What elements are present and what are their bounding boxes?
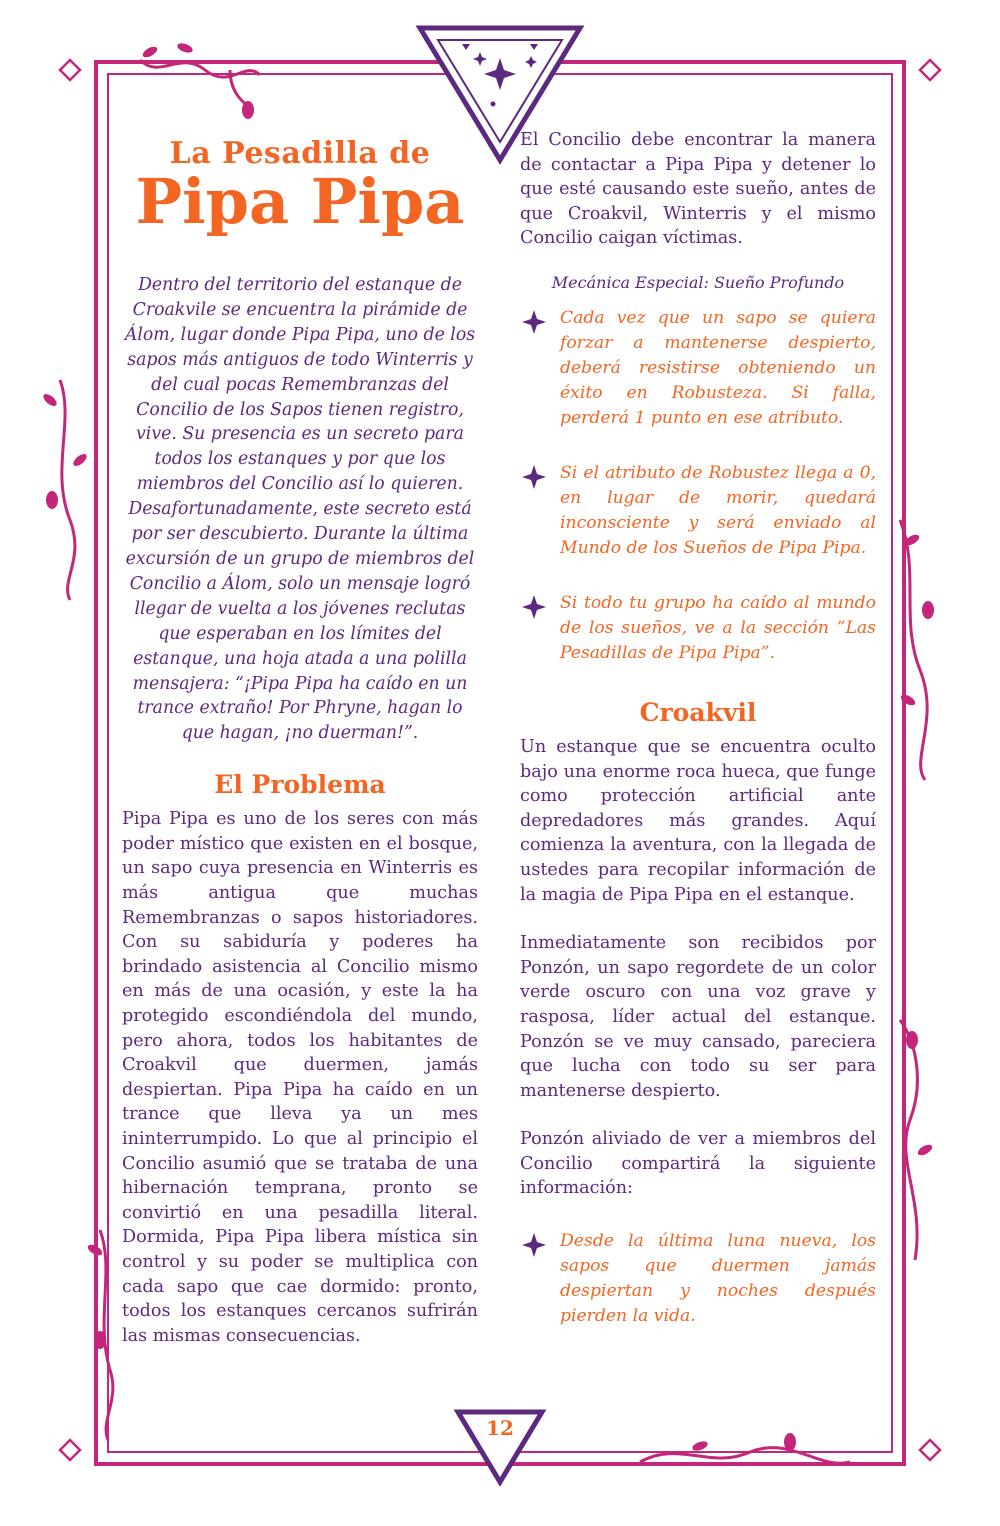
problema-text: Pipa Pipa es uno de los seres con más poder místico que existen en el bosque, un sapo cuya presencia en Winterris es más antigua que muchas Remembranzas o sapos historiadores. Con su sabiduría y poderes ha brindado asistencia al Concilio mismo en más de una ocasión, y este la ha protegido escondiéndola del mundo, pero ahora, todos los habitantes de Croakvil que duermen, jamás despiertan. Pipa Pipa ha caído en un trance que lleva ya un mes ininterrumpido. Lo que al principio el Concilio asumió que se trataba de una hibernación temprana, pronto se convirtió en una pesadilla literal. Dormida, Pipa Pipa libera mística sin control y su poder se multiplica con cada sapo que cae dormido: pronto, todos los estanques cercanos sufrirán las mismas consecuencias. (122, 809, 478, 1346)
sparkle-bullet-icon (520, 463, 548, 491)
mechanic-bullet-text: Cada vez que un sapo se quiera forzar a mantenerse despierto, deberá resistirse obteniendo un éxito en Robusteza. Si falla, perderá 1 punto en ese atributo. (560, 307, 876, 428)
page-title-line2: Pipa Pipa (135, 165, 465, 238)
mechanic-bullet (520, 461, 876, 561)
left-column (122, 128, 478, 1348)
mechanic-title: Mecánica Especial: Sueño Profundo (551, 272, 845, 292)
section-heading-problema: El Problema (214, 770, 386, 800)
right-column (520, 128, 876, 1329)
croakvil-section (520, 735, 876, 1201)
right-intro-paragraph: El Concilio debe encontrar la manera de contactar a Pipa Pipa y detener lo que esté causando este sueño, antes de que Croakvil, Winterris y el mismo Concilio caigan víctimas. (520, 130, 876, 249)
croakvil-paragraph-2: Inmediatamente son recibidos por Ponzón, un sapo regordete de un color verde oscuro con una voz grave y rasposa, líder actual del estanque. Ponzón se ve muy cansado, pareciera que lucha con todo su ser para mantenerse despierto. (520, 933, 876, 1101)
croakvil-bullet (520, 1229, 876, 1329)
problema-paragraph (122, 807, 478, 1348)
sparkle-bullet-icon (520, 1231, 548, 1259)
croakvil-paragraph-3: Ponzón aliviado de ver a miembros del Concilio compartirá la siguiente información: (520, 1129, 876, 1199)
mechanic-bullet (520, 306, 876, 431)
page-number: 12 (486, 1416, 514, 1440)
croakvil-bullet-text: Desde la última luna nueva, los sapos que duermen jamás despiertan y noches después pierden la vida. (560, 1231, 876, 1327)
mechanic-bullet-text: Si el atributo de Robustez llega a 0, en lugar de morir, quedará inconsciente y será enviado al Mundo de los Sueños de Pipa Pipa. (560, 462, 876, 558)
intro-paragraph: Dentro del territorio del estanque de Croakvile se encuentra la pirámide de Álom, lugar donde Pipa Pipa, uno de los sapos más antiguos de todo Winterris y del cual pocas Remembranzas del Concilio de los Sapos tienen registro, vive. Su presencia es un secreto para todos los estanques y por que los miembros del Concilio así lo quieren. Desafortunadamente, este secreto está por ser descubierto. Durante la última excursión de un grupo de miembros del Concilio a Álom, solo un mensaje logró llegar de vuelta a los jóvenes reclutas que esperaban en los límites del estanque, una hoja atada a una polilla mensajera: “¡Pipa Pipa ha caído en un trance extraño! Por Phryne, hagan lo que hagan, ¡no duerman!”. (124, 275, 476, 744)
mechanic-bullet (520, 591, 876, 666)
sparkle-bullet-icon (520, 593, 548, 621)
page-title-line1: La Pesadilla de (169, 136, 431, 171)
section-heading-croakvil: Croakvil (639, 697, 757, 727)
sparkle-bullet-icon (520, 308, 548, 336)
mechanic-bullet-text: Si todo tu grupo ha caído al mundo de los sueños, ve a la sección ”Las Pesadillas de Pipa Pipa”. (560, 592, 876, 663)
croakvil-paragraph-1: Un estanque que se encuentra oculto bajo una enorme roca hueca, que funge como protección artificial ante depredadores más grandes. Aquí comienza la aventura, con la llegada de ustedes para recopilar información de la magia de Pipa Pipa en el estanque. (520, 736, 876, 905)
